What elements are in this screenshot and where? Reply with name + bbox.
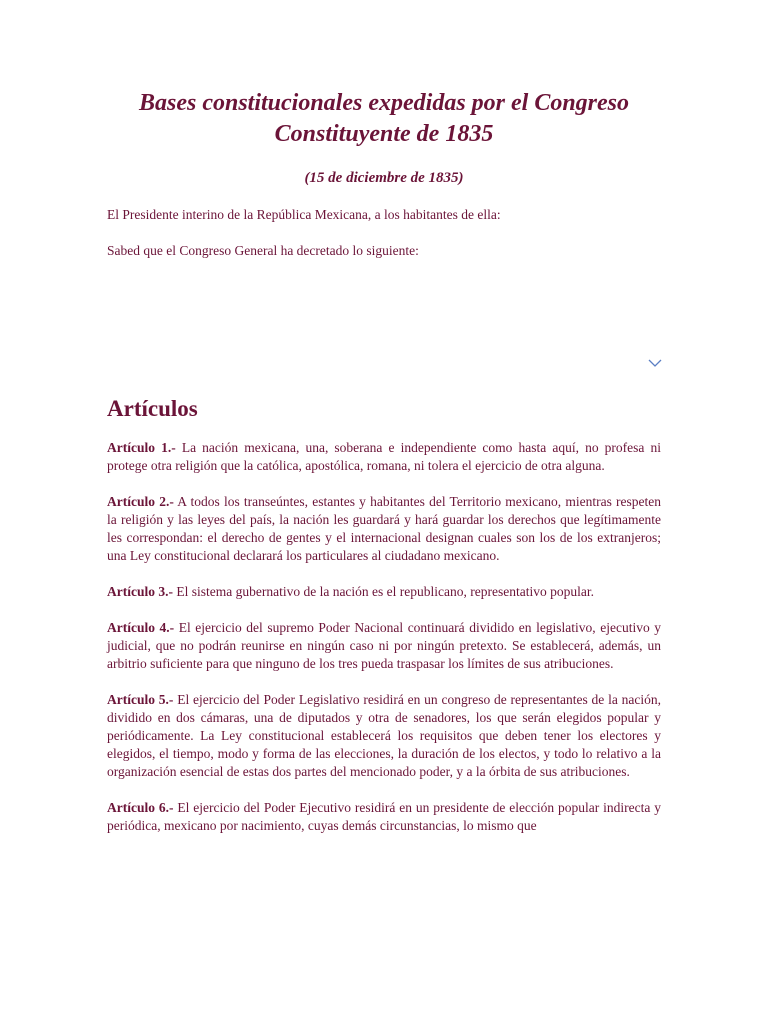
intro-paragraph-2: Sabed que el Congreso General ha decretado lo siguiente: <box>107 243 419 258</box>
article-text: A todos los transeúntes, estantes y habitantes del Territorio mexicano, mientras respeten la religión y las leyes del país, la nación les guardará y hará guardar los derechos que legítimamente les correspondan: el derecho de gentes y el internacional designan cuales son los de los extranjeros; una Ley constitucional declarará los particulares al ciudadano mexicano. <box>107 494 662 563</box>
article-1 <box>107 439 661 475</box>
document-date: (15 de diciembre de 1835) <box>304 170 464 186</box>
article-label: Artículo 2.- <box>107 494 174 509</box>
articles-list <box>107 439 661 853</box>
article-label: Artículo 5.- <box>107 692 174 707</box>
article-label: Artículo 4.- <box>107 620 175 635</box>
article-label: Artículo 3.- <box>107 584 173 599</box>
article-label: Artículo 1.- <box>107 440 176 455</box>
article-5 <box>107 691 661 781</box>
article-text: La nación mexicana, una, soberana e independiente como hasta aquí, no profesa ni protege otra religión que la católica, apostólica, romana, ni tolera el ejercicio de otra alguna. <box>107 440 662 473</box>
section-title: Artículos <box>107 396 198 421</box>
chevron-down-icon[interactable] <box>648 358 662 368</box>
article-text: El ejercicio del Poder Legislativo residirá en un congreso de representantes de la nación, dividido en dos cámaras, una de diputados y otra de senadores, los que serán elegidos popular y periódicamente. La Ley constitucional establecerá los requisitos que deben tener los electores y elegidos, el tiempo, modo y forma de las elecciones, la duración de los electos, y todo lo relativo a la organización esencial de estas dos partes del mencionado poder, y a la órbita de sus atribuciones. <box>107 692 661 779</box>
article-6 <box>107 799 661 835</box>
article-label: Artículo 6.- <box>107 800 174 815</box>
article-text: El ejercicio del supremo Poder Nacional continuará dividido en legislativo, ejecutivo y judicial, que no podrán reunirse en ningún caso ni por ningún pretexto. Se establecerá, además, un arbitrio suficiente para que ninguno de los tres pueda traspasar los límites de sus atribuciones. <box>107 620 662 671</box>
intro-paragraph-1: El Presidente interino de la República Mexicana, a los habitantes de ella: <box>107 207 501 222</box>
article-4 <box>107 619 661 673</box>
article-3 <box>107 583 661 601</box>
article-2 <box>107 493 661 565</box>
document-title: Bases constitucionales expedidas por el Congreso Constituyente de 1835 <box>138 90 630 147</box>
article-text: El sistema gubernativo de la nación es el republicano, representativo popular. <box>172 584 594 599</box>
article-text: El ejercicio del Poder Ejecutivo residirá en un presidente de elección popular indirecta y periódica, mexicano por nacimiento, cuyas demás circunstancias, lo mismo que <box>107 800 661 833</box>
